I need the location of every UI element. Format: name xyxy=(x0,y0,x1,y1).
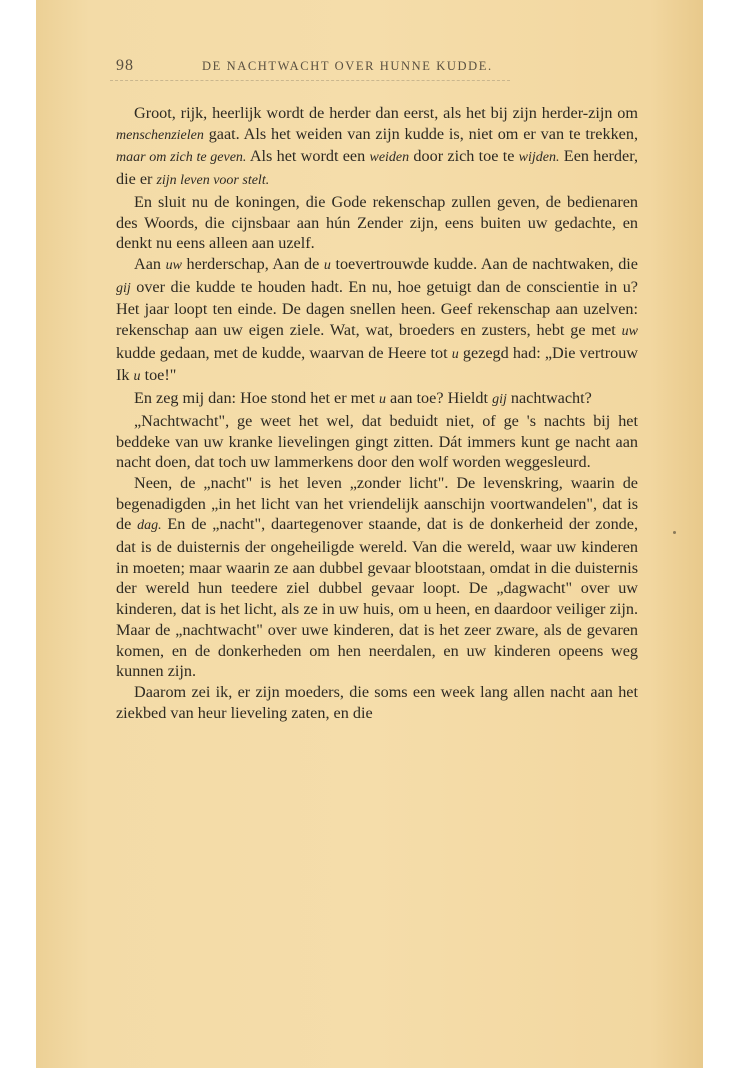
text-segment: Aan xyxy=(134,254,166,273)
text-segment: toe!" xyxy=(140,366,177,385)
italic-text: menschenzielen xyxy=(116,127,204,143)
italic-text: zijn leven voor stelt. xyxy=(156,173,270,189)
text-segment: toevertrouwde kudde. Aan de nachtwaken, die xyxy=(330,254,638,273)
text-segment: „Nachtwacht", ge weet het wel, dat beduidt niet, of ge 's nachts bij het beddeke van uw kranke lievelingen gingt zitten. Dát immers kunt ge nacht aan nacht doen, dat toch uw lammerkens door den wolf worden weggesleurd. xyxy=(116,411,638,472)
italic-text: wijden. xyxy=(518,150,560,166)
text-segment: En zeg mij dan: Hoe stond het er met xyxy=(134,389,379,408)
page-number: 98 xyxy=(116,57,134,74)
text-segment: door zich toe te xyxy=(409,147,519,166)
italic-text: u xyxy=(379,392,386,408)
text-segment: nachtwacht? xyxy=(506,389,592,408)
text-segment: over die kudde te houden hadt. En nu, hoe getuigt dan de conscientie in u? Het jaar loopt ten einde. De dagen snellen heen. Geef rekenschap aan uzelven: rekenschap aan uw eigen ziele. Wat, wat, broeders en zusters, hebt ge met xyxy=(116,277,638,340)
running-title: DE NACHTWACHT OVER HUNNE KUDDE. xyxy=(202,59,493,73)
text-segment: Als het wordt een xyxy=(246,147,370,166)
italic-text: u xyxy=(323,257,331,273)
italic-text: u xyxy=(133,369,141,385)
paragraph xyxy=(116,103,638,192)
italic-text: gij xyxy=(116,280,131,296)
text-segment: Daarom zei ik, er zijn moeders, die soms een week lang allen nacht aan het ziekbed van heur lieveling zaten, en die xyxy=(116,682,638,722)
italic-text: maar om zich te geven. xyxy=(116,150,247,166)
header-rule xyxy=(110,80,510,85)
paragraph xyxy=(116,254,638,388)
italic-text: u xyxy=(451,346,459,362)
body-text xyxy=(116,103,638,723)
italic-text: uw xyxy=(621,324,638,340)
text-segment: gezegd had: „Die vertrouw Ik xyxy=(116,343,638,385)
text-segment: herderschap, Aan de xyxy=(181,254,324,273)
paragraph xyxy=(116,682,638,723)
italic-text: uw xyxy=(165,257,182,273)
paragraph xyxy=(116,473,638,682)
text-segment: Een herder, die er xyxy=(116,147,638,189)
text-segment: Groot, rijk, heerlijk wordt de herder dan eerst, als het bij zijn herder-zijn om xyxy=(134,104,638,122)
text-segment: En de „nacht", daartegenover staande, dat is de donkerheid der zonde, dat is de duisternis der ongeheiligde wereld. Van die wereld, waar uw kinderen in moeten; maar waarin ze aan dubbel gevaar blootstaan, omdat in die duisternis der wereld hun teedere ziel dubbel gevaar loopt. De „dagwacht" over uw kinderen, dat is het licht, als ze in uw huis, om u heen, en daardoor veiliger zijn. Maar de „nachtwacht" over uwe kinderen, dat is het zeer zware, als de gevaren komen, en de donkerheden om hen neerdalen, en uw kinderen opeens weg kunnen zijn. xyxy=(116,515,638,681)
text-segment: Neen, de „nacht" is het leven „zonder licht". De levenskring, waarin de begenadigden „in het licht van het vriendelijk aanschijn voortwandelen", dat is de xyxy=(116,473,638,534)
text-segment: aan toe? Hieldt xyxy=(386,389,493,408)
paragraph xyxy=(116,388,638,411)
text-segment: En sluit nu de koningen, die Gode rekenschap zullen geven, de bedienaren des Woords, die cijnsbaar aan hún Zender zijn, eens buiten uw gedachte, en denkt nu eens alleen aan uzelf. xyxy=(116,192,638,253)
italic-text: weiden xyxy=(369,150,410,166)
paragraph xyxy=(116,192,638,254)
text-segment: kudde gedaan, met de kudde, waarvan de Heere tot xyxy=(116,343,452,362)
italic-text: dag. xyxy=(137,518,162,534)
paper-speck xyxy=(673,531,676,534)
text-segment: gaat. Als het weiden van zijn kudde is, niet om er van te trekken, xyxy=(203,124,638,143)
page-header xyxy=(116,57,638,77)
italic-text: gij xyxy=(492,392,507,408)
paragraph xyxy=(116,411,638,473)
